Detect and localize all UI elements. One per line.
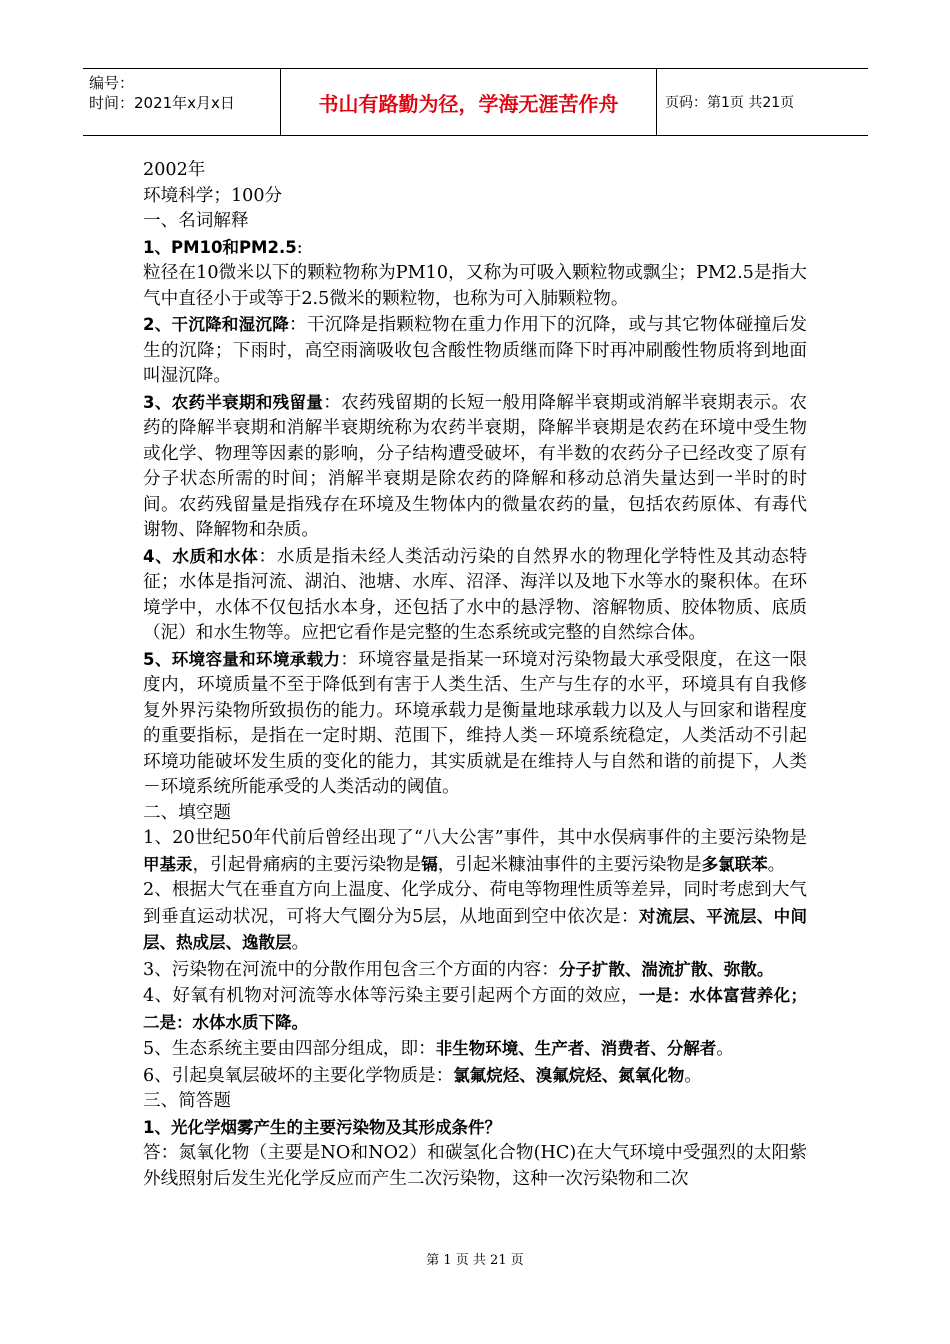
header-page-info: 页码：第1页 共21页 — [665, 95, 795, 111]
fill-1-answer-b: 镉 — [421, 854, 438, 874]
term-1-title: 1、PM10和PM2.5 — [143, 237, 297, 257]
fill-4-answer: 一是：水体富营养化；二是：水体水质下降。 — [143, 986, 807, 1032]
fill-6-answer: 氯氟烷烃、溴氟烷烃、氮氧化物 — [453, 1065, 685, 1085]
term-2 — [143, 312, 807, 390]
fill-1 — [143, 826, 807, 878]
fill-1-text-d: 。 — [767, 854, 786, 875]
fill-5-text: 5、生态系统主要由四部分组成，即： — [143, 1039, 436, 1059]
term-1 — [143, 235, 807, 262]
term-4 — [143, 544, 807, 647]
term-4-title: 4、水质和水体 — [143, 546, 259, 566]
header-meta — [83, 69, 281, 135]
term-1-colon: : — [296, 237, 303, 258]
fill-4 — [143, 983, 807, 1036]
fill-6-text: 6、引起臭氧层破坏的主要化学物质是： — [143, 1065, 454, 1086]
fill-2-answer: 对流层、平流层、中间层、热成层、逸散层 — [143, 906, 807, 952]
fill-1-answer-c: 多氯联苯 — [701, 854, 768, 874]
fill-1-answer-a: 甲基汞 — [143, 854, 193, 874]
section-heading-short-answer: 三、简答题 — [143, 1091, 231, 1111]
term-3 — [143, 390, 807, 544]
fill-1-text-c: ，引起米糠油事件的主要污染物是 — [437, 854, 702, 875]
term-5-body: ：环境容量是指某一环境对污染物最大承受限度，在这一限度内，环境质量不至于降低到有害于人类生活、生产与生存的水平，环境具有自我修复外界污染物所致损伤的能力。环境承载力是衡量地球承载力以及人与回家和谐程度的重要指标，是指在一定时期、范围下，维持人类－环境系统稳定，人类活动不引起环境功能破坏发生质的变化的能力，其实质就是在维持人与自然和谐的前提下，人类－环境系统所能承受的人类活动的阈值。 — [143, 649, 807, 797]
fill-2 — [143, 878, 807, 957]
fill-5-answer: 非生物环境、生产者、消费者、分解者 — [435, 1039, 717, 1058]
fill-3-answer: 分子扩散、湍流扩散、弥散。 — [558, 959, 774, 979]
fill-4-text: 4、好氧有机物对河流等水体等污染主要引起两个方面的效应， — [143, 986, 639, 1006]
number-label: 编号： — [89, 74, 135, 92]
term-4-body: ：水质是指未经人类活动污染的自然界水的物理化学特性及其动态特征；水体是指河流、湖泊、池塘、水库、沼泽、海洋以及地下水等水的聚积体。在环境学中，水体不仅包括水本身，还包括了水中的悬浮物、溶解物质、胶体物质、底质（泥）和水生物等。应把它看作是完整的生态系统或完整的自然综合体。 — [143, 546, 807, 643]
term-3-body: ：农药残留期的长短一般用降解半衰期或消解半衰期表示。农药的降解半衰期和消解半衰期统称为农药半衰期，降解半衰期是农药在环境中受生物或化学、物理等因素的影响，分子结构遭受破坏，有半数的农药分子已经改变了原有分子状态所需的时间；消解半衰期是除农药的降解和移动总消失量达到一半时的时间。农药残留量是指残存在环境及生物体内的微量农药的量，包括农药原体、有毒代谢物、降解物和杂质。 — [143, 392, 807, 540]
time-label: 时间：2021年x月x日 — [89, 94, 235, 112]
doc-subject: 环境科学；100分 — [143, 185, 283, 206]
term-5-title: 5、环境容量和环境承载力 — [143, 649, 341, 669]
fill-3-text: 3、污染物在河流中的分散作用包含三个方面的内容： — [143, 959, 559, 980]
fill-3 — [143, 957, 807, 984]
question-1-title: 1、光化学烟雾产生的主要污染物及其形成条件？ — [143, 1117, 501, 1137]
fill-5-end: 。 — [716, 1039, 734, 1059]
term-2-body: ：干沉降是指颗粒物在重力作用下的沉降，或与其它物体碰撞后发生的沉降；下雨时，高空雨滴吸收包含酸性物质继而降下时再冲刷酸性物质将到地面叫湿沉降。 — [143, 315, 807, 386]
section-heading-terms: 一、名词解释 — [143, 211, 249, 231]
page-footer: 第 1 页 共 21 页 — [426, 1253, 524, 1268]
header-motto: 书山有路勤为径，学海无涯苦作舟 — [281, 69, 657, 135]
question-1 — [143, 1115, 807, 1142]
question-1-answer: 答：氮氧化物（主要是NO和NO2）和碳氢化合物(HC)在大气环境中受强烈的太阳紫外线照射后发生光化学反应而产生二次污染物，这种一次污染物和二次 — [143, 1143, 807, 1189]
fill-1-text-b: ，引起骨痛病的主要污染物是 — [192, 854, 422, 875]
fill-1-text-a: 1、20世纪50年代前后曾经出现了“八大公害”事件，其中水俣病事件的主要污染物是 — [143, 828, 807, 848]
term-5 — [143, 647, 807, 801]
document-body — [143, 158, 807, 1192]
fill-2-text: 2、根据大气在垂直方向上温度、化学成分、荷电等物理性质等差异，同时考虑到大气到垂直运动状况，可将大气圈分为5层，从地面到空中依次是： — [143, 880, 807, 927]
term-1-body: 粒径在10微米以下的颗粒物称为PM10，又称为可吸入颗粒物或飘尘；PM2.5是指大气中直径小于或等于2.5微米的颗粒物，也称为可入肺颗粒物。 — [143, 263, 807, 309]
term-3-title: 3、农药半衰期和残留量 — [143, 392, 324, 412]
section-heading-fill: 二、填空题 — [143, 802, 231, 823]
doc-year: 2002年 — [143, 160, 206, 180]
term-2-title: 2、干沉降和湿沉降 — [143, 315, 289, 334]
fill-2-end: 。 — [291, 933, 310, 953]
fill-6 — [143, 1063, 807, 1090]
fill-5 — [143, 1036, 807, 1063]
page-header — [83, 68, 868, 136]
fill-6-end: 。 — [684, 1065, 702, 1086]
